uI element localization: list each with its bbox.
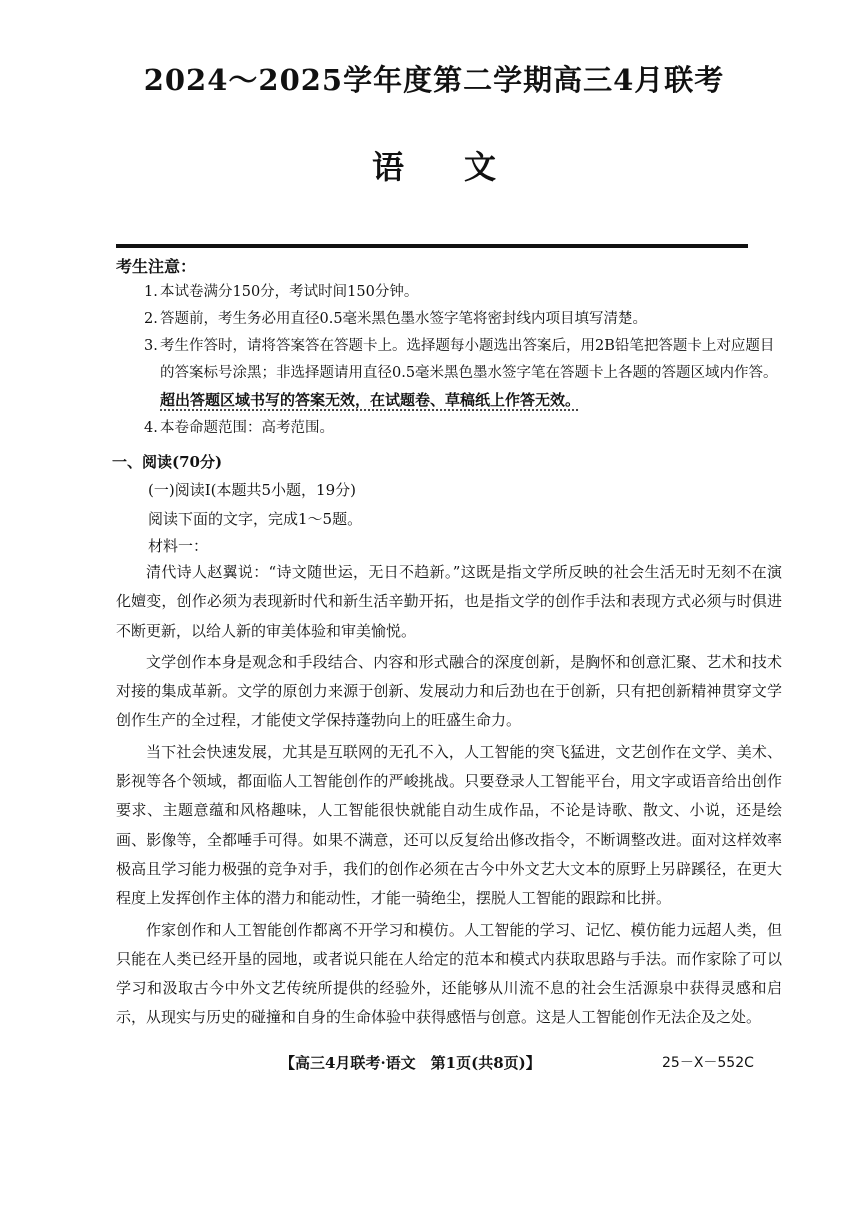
- notice-item-number: 4.: [144, 420, 158, 436]
- notice-item: [118, 333, 786, 415]
- header-divider: [116, 244, 748, 248]
- notice-list: [118, 279, 786, 442]
- notice-item-text: 本卷命题范围：高考范围。: [160, 420, 334, 436]
- notice-item-emphasis: 超出答题区域书写的答案无效，在试题卷、草稿纸上作答无效。: [160, 391, 581, 409]
- notice-item: [118, 415, 786, 442]
- section-heading: 一、阅读(70分): [112, 453, 223, 471]
- notice-item-text: 答题前，考生务必用直径0.5毫米黑色墨水签字笔将密封线内项目填写清楚。: [160, 311, 648, 327]
- passage-paragraph: 清代诗人赵翼说：“诗文随世运，无日不趋新。”这既是指文学所反映的社会生活无时无刻不在演化嬗变，创作必须为表现新时代和新生活辛勤开拓，也是指文学的创作手法和表现方式必须与时俱进不断更新，以给人新的审美体验和审美愉悦。: [116, 563, 782, 640]
- reading-instruction: 阅读下面的文字，完成1～5题。: [148, 510, 363, 528]
- notice-item-number: 3.: [144, 338, 158, 354]
- notice-item-text: 考生作答时，请将答案答在答题卡上。选择题每小题选出答案后，用2B铅笔把答题卡上对应题目的答案标号涂黑；非选择题请用直径0.5毫米黑色墨水签字笔在答题卡上各题的答题区域内作答。: [160, 338, 778, 381]
- notice-item: [118, 306, 786, 333]
- passage-paragraph: 作家创作和人工智能创作都离不开学习和模仿。人工智能的学习、记忆、模仿能力远超人类，但只能在人类已经开垦的园地，或者说只能在人给定的范本和模式内获取思路与手法。而作家除了可以学习和汲取古今中外文艺传统所提供的经验外，还能够从川流不息的社会生活源泉中获得灵感和启示，从现实与历史的碰撞和自身的生命体验中获得感悟与创意。这是人工智能创作无法企及之处。: [116, 920, 782, 1027]
- footer-exam-code: 25－X－552C: [662, 1055, 754, 1071]
- notice-item-number: 2.: [144, 311, 158, 327]
- exam-title: 2024～2025学年度第二学期高三4月联考: [143, 63, 725, 97]
- notice-item-text: 本试卷满分150分，考试时间150分钟。: [160, 284, 419, 300]
- notice-item: [118, 279, 786, 306]
- footer-page-info: 【高三4月联考·语文 第1页(共8页)】: [280, 1054, 541, 1072]
- passage-paragraph: 文学创作本身是观念和手段结合、内容和形式融合的深度创新，是胸怀和创意汇聚、艺术和技术对接的集成革新。文学的原创力来源于创新、发展动力和后劲也在于创新，只有把创新精神贯穿文学创作生产的全过程，才能使文学保持蓬勃向上的旺盛生命力。: [116, 652, 782, 730]
- passage-paragraph: 当下社会快速发展，尤其是互联网的无孔不入，人工智能的突飞猛进，文艺创作在文学、美术、影视等各个领域，都面临人工智能创作的严峻挑战。只要登录人工智能平台，用文字或语音给出创作要求、主题意蕴和风格趣味，人工智能很快就能自动生成作品，不论是诗歌、散文、小说，还是绘画、影像等，全都唾手可得。如果不满意，还可以反复给出修改指令，不断调整改进。面对这样效率极高且学习能力极强的竞争对手，我们的创作必须在古今中外文艺大文本的原野上另辟蹊径，在更大程度上发挥创作主体的潜力和能动性，才能一骑绝尘，摆脱人工智能的跟踪和比拼。: [116, 742, 782, 908]
- notice-item-number: 1.: [144, 284, 158, 300]
- notice-heading: 考生注意：: [116, 257, 197, 276]
- subject-title: 语文: [371, 148, 556, 186]
- reading-passage: [116, 558, 782, 1035]
- subsection-heading: (一)阅读Ⅰ(本题共5小题，19分): [148, 481, 356, 499]
- material-label: 材料一：: [148, 537, 209, 555]
